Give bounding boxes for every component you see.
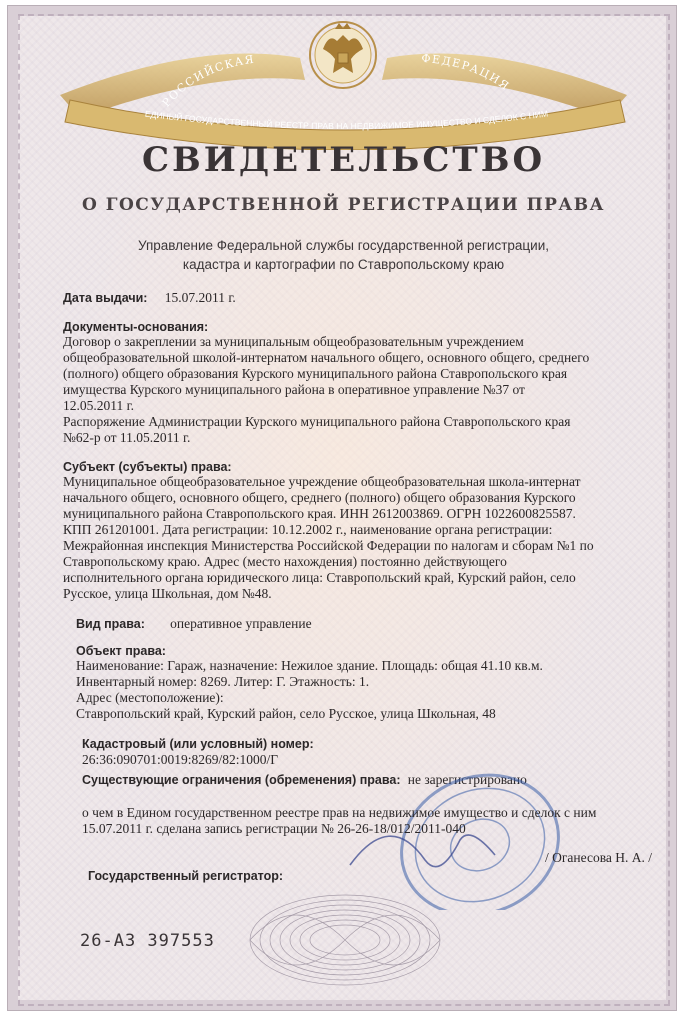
double-headed-eagle-emblem xyxy=(310,22,376,88)
documents-line: общеобразовательной школой-интернатом начального общего, основного общего, среднего xyxy=(63,350,590,365)
subject-line: Межрайонная инспекция Министерства Российской Федерации по налогам и сборам №1 по xyxy=(63,538,594,553)
header-banner xyxy=(0,0,687,150)
subject-line: Муниципальное общеобразовательное учреждение общеобразовательная школа-интернат xyxy=(63,474,581,489)
banner-arc-left-text: РОССИЙСКАЯ xyxy=(159,52,256,110)
cadastral-label: Кадастровый (или условный) номер: xyxy=(82,737,314,751)
issue-date-label: Дата выдачи: xyxy=(63,291,148,305)
encumbrances-label: Существующие ограничения (обременения) права: xyxy=(82,773,401,787)
issue-date-value: 15.07.2011 г. xyxy=(164,290,236,305)
object-line: Ставропольский край, Курский район, село Русское, улица Школьная, 48 xyxy=(76,706,496,721)
record-line: о чем в Едином государственном реестре прав на недвижимое имущество и сделок с ним xyxy=(82,805,597,820)
right-type-label: Вид права: xyxy=(76,617,145,631)
cadastral-value: 26:36:090701:0019:8269/82:1000/Г xyxy=(82,752,279,767)
registrar-label: Государственный регистратор: xyxy=(88,869,284,883)
documents-line: Распоряжение Администрации Курского муниципального района Ставропольского края xyxy=(63,414,571,429)
document-title: СВИДЕТЕЛЬСТВО xyxy=(141,140,546,180)
documents-line: №62-р от 11.05.2011 г. xyxy=(63,430,191,445)
documents-line: имущества Курского муниципального района в оперативное управление №37 от xyxy=(63,382,525,397)
documents-line: Договор о закреплении за муниципальным общеобразовательным учреждением xyxy=(63,334,524,349)
authority-line-1: Управление Федеральной службы государственной регистрации, xyxy=(138,238,549,253)
document-subtitle: О ГОСУДАРСТВЕННОЙ РЕГИСТРАЦИИ ПРАВА xyxy=(82,195,605,215)
guilloche-ornament xyxy=(240,880,450,1000)
subject-line: муниципального района Ставропольского края. ИНН 2612003869. ОГРН 1022600825587. xyxy=(63,506,576,521)
documents-label: Документы-основания: xyxy=(63,320,209,334)
registrar-name: / Оганесова Н. А. / xyxy=(545,850,653,865)
subject-line: Русское, улица Школьная, дом №48. xyxy=(63,586,272,601)
subject-line: начального общего, основного общего, среднего (полного) общего образования Курского xyxy=(63,490,576,505)
authority-line-2: кадастра и картографии по Ставропольскому краю xyxy=(182,257,505,272)
banner-ribbon-text: ЕДИНЫЙ ГОСУДАРСТВЕННЫЙ РЕЕСТР ПРАВ НА НЕДВИЖИМОЕ ИМУЩЕСТВО И СДЕЛОК С НИМ xyxy=(144,108,549,132)
right-type-value: оперативное управление xyxy=(170,616,312,631)
encumbrances-value: не зарегистрировано xyxy=(407,772,527,787)
issue-date-row xyxy=(63,290,236,306)
object-line: Инвентарный номер: 8269. Литер: Г. Этажность: 1. xyxy=(76,674,370,689)
record-line: 15.07.2011 г. сделана запись регистрации № 26-26-18/012/2011-040 xyxy=(82,821,466,836)
object-line: Адрес (местоположение): xyxy=(76,690,224,705)
signature-scribble xyxy=(350,835,495,867)
subject-label: Субъект (субъекты) права: xyxy=(63,460,232,474)
issuing-authority xyxy=(0,236,687,274)
banner-arc-right-text: ФЕДЕРАЦИЯ xyxy=(420,51,513,94)
documents-line: (полного) общего образования Курского муниципального района Ставропольского края xyxy=(63,366,568,381)
object-line: Наименование: Гараж, назначение: Нежилое здание. Площадь: общая 41.10 кв.м. xyxy=(76,658,543,673)
documents-line: 12.05.2011 г. xyxy=(63,398,135,413)
subject-line: КПП 261201001. Дата регистрации: 10.12.2002 г., наименование органа регистрации: xyxy=(63,522,553,537)
serial-number: 26-АЗ 397553 xyxy=(80,931,215,951)
subject-line: Ставропольскому краю. Адрес (место нахождения) постоянно действующего xyxy=(63,554,507,569)
right-type-row xyxy=(76,616,312,632)
object-label: Объект права: xyxy=(76,644,166,658)
subject-line: исполнительного органа юридического лица: Ставропольский край, Курский район, село xyxy=(63,570,576,585)
